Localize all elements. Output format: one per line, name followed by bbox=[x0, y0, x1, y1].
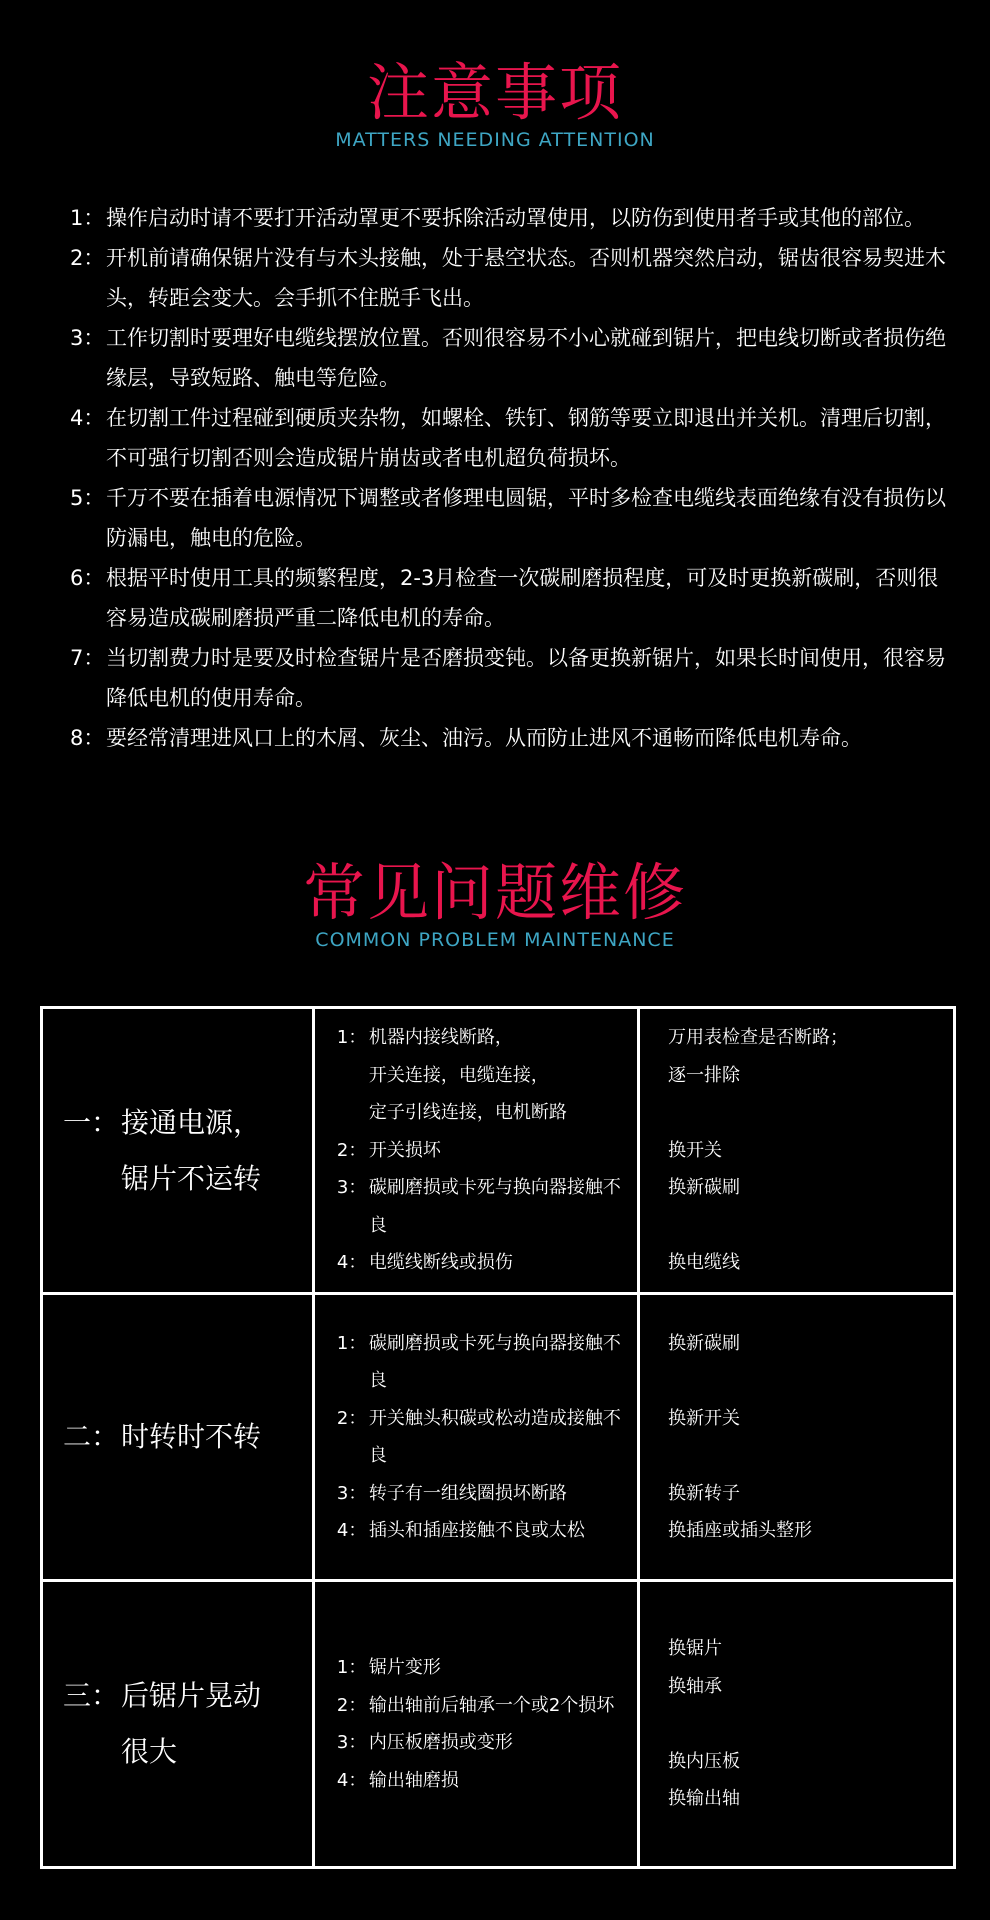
attention-item-text: 当切割费力时是要及时检查锯片是否磨损变钝。以备更换新锯片，如果长时间使用，很容易降低电机的使用寿命。 bbox=[106, 646, 946, 710]
problem-fix-cell bbox=[638, 1008, 954, 1294]
cause-item bbox=[337, 1325, 629, 1400]
cause-item-number bbox=[337, 1094, 369, 1132]
cause-item-text: 开关连接，电缆连接， bbox=[368, 1064, 549, 1086]
cause-item bbox=[337, 1475, 629, 1513]
attention-item-number: 7： bbox=[70, 646, 105, 670]
attention-item-number: 3： bbox=[70, 326, 105, 350]
cause-item-text: 内压板磨损或变形 bbox=[368, 1732, 513, 1753]
attention-list bbox=[70, 198, 950, 758]
attention-item-number: 1： bbox=[70, 206, 105, 230]
attention-item bbox=[70, 398, 950, 478]
cause-item bbox=[337, 1132, 629, 1170]
problem-issue-text: 后锯片晃动 bbox=[121, 1679, 262, 1712]
cause-item-text: 插头和插座接触不良或太松 bbox=[368, 1520, 585, 1541]
problem-issue-number: 一： bbox=[63, 1105, 120, 1139]
fix-item: 换电缆线 bbox=[667, 1252, 740, 1274]
attention-item-text: 根据平时使用工具的频繁程度，2-3月检查一次碳刷磨损程度，可及时更换新碳刷，否则很容易造成碳刷磨损严重二降低电机的寿命。 bbox=[106, 566, 939, 630]
problem-issue-number bbox=[63, 1151, 121, 1207]
fix-item bbox=[668, 1362, 945, 1400]
fix-item bbox=[668, 1437, 945, 1475]
maintenance-subtitle: COMMON PROBLEM MAINTENANCE bbox=[315, 929, 675, 951]
cause-item-text: 机器内接线断路， bbox=[368, 1027, 513, 1049]
fix-item: 换插座或插头整形 bbox=[667, 1520, 812, 1541]
attention-item bbox=[70, 198, 950, 238]
fix-item: 换新转子 bbox=[667, 1482, 740, 1504]
fix-item: 万用表检查是否断路； bbox=[667, 1027, 848, 1049]
fix-item: 逐一排除 bbox=[667, 1064, 740, 1086]
cause-item bbox=[337, 1724, 629, 1762]
cause-item-number: 3： bbox=[336, 1177, 367, 1199]
cause-item bbox=[337, 1057, 629, 1095]
attention-title: 注意事项 bbox=[366, 56, 623, 129]
maintenance-title: 常见问题维修 bbox=[302, 856, 687, 929]
fix-item: 换开关 bbox=[667, 1139, 722, 1161]
attention-item-text: 开机前请确保锯片没有与木头接触，处于悬空状态。否则机器突然启动，锯齿很容易契进木头，转距会变大。会手抓不住脱手飞出。 bbox=[106, 246, 946, 310]
cause-item-number: 4： bbox=[336, 1769, 367, 1791]
problem-issue-number bbox=[63, 1724, 121, 1780]
cause-item-number: 2： bbox=[336, 1694, 367, 1716]
cause-item-number bbox=[337, 1057, 369, 1095]
problem-issue-number: 二： bbox=[63, 1420, 120, 1453]
cause-item-text: 开关触头积碳或松动造成接触不良 bbox=[368, 1407, 621, 1466]
fix-item: 换新开关 bbox=[667, 1407, 740, 1429]
cause-item-text: 输出轴磨损 bbox=[368, 1769, 459, 1791]
problem-cause-cell bbox=[313, 1294, 638, 1581]
fix-item: 换输出轴 bbox=[667, 1788, 740, 1810]
cause-item-text: 碳刷磨损或卡死与换向器接触不良 bbox=[368, 1332, 621, 1391]
attention-item-text: 工作切割时要理好电缆线摆放位置。否则很容易不小心就碰到锯片，把电线切断或者损伤绝缘层，导致短路、触电等危险。 bbox=[106, 326, 946, 390]
problem-issue-cell bbox=[42, 1294, 314, 1581]
cause-item-number: 2： bbox=[336, 1139, 367, 1161]
cause-item bbox=[337, 1244, 629, 1282]
problem-issue-cell bbox=[42, 1581, 314, 1868]
attention-item-number: 6： bbox=[70, 566, 105, 590]
attention-item-number: 2： bbox=[70, 246, 105, 270]
problem-issue-number: 三： bbox=[63, 1679, 120, 1712]
attention-item bbox=[70, 318, 950, 398]
attention-header bbox=[0, 58, 990, 152]
problem-issue-cell bbox=[42, 1008, 314, 1294]
cause-item-text: 输出轴前后轴承一个或2个损坏 bbox=[368, 1694, 615, 1716]
problem-fix-cell bbox=[638, 1294, 954, 1581]
attention-item bbox=[70, 718, 950, 758]
attention-item-text: 在切割工件过程碰到硬质夹杂物，如螺栓、铁钉、钢筋等要立即退出并关机。清理后切割，不可强行切割否则会造成锯片崩齿或者电机超负荷损坏。 bbox=[106, 406, 946, 470]
attention-item bbox=[70, 238, 950, 318]
cause-item bbox=[337, 1649, 629, 1687]
problem-cause-cell bbox=[313, 1581, 638, 1868]
cause-item-number: 2： bbox=[336, 1407, 367, 1429]
cause-item-number: 3： bbox=[336, 1732, 367, 1753]
attention-item bbox=[70, 558, 950, 638]
problem-issue-text: 时转时不转 bbox=[121, 1420, 262, 1453]
cause-item-text: 转子有一组线圈损坏断路 bbox=[368, 1482, 567, 1504]
attention-item bbox=[70, 478, 950, 558]
cause-item bbox=[337, 1019, 629, 1057]
attention-item bbox=[70, 638, 950, 718]
fix-item: 换新碳刷 bbox=[667, 1332, 740, 1354]
problem-issue-text: 接通电源， bbox=[121, 1105, 262, 1139]
cause-item-number: 1： bbox=[336, 1027, 367, 1049]
cause-item-number: 3： bbox=[336, 1482, 367, 1504]
cause-item-text: 定子引线连接，电机断路 bbox=[368, 1102, 567, 1124]
fix-item bbox=[668, 1094, 945, 1132]
maintenance-table bbox=[40, 1006, 956, 1869]
attention-item-number: 4： bbox=[70, 406, 105, 430]
fix-item: 换新碳刷 bbox=[667, 1177, 740, 1199]
problem-row bbox=[42, 1008, 955, 1294]
cause-item bbox=[337, 1762, 629, 1800]
problem-fix-cell bbox=[638, 1581, 954, 1868]
fix-item: 换轴承 bbox=[667, 1675, 722, 1697]
cause-item bbox=[337, 1687, 629, 1725]
cause-item bbox=[337, 1094, 629, 1132]
attention-item-number: 5： bbox=[70, 486, 105, 510]
cause-item-number: 1： bbox=[336, 1657, 367, 1678]
cause-item-text: 碳刷磨损或卡死与换向器接触不良 bbox=[368, 1177, 621, 1236]
attention-item-text: 千万不要在插着电源情况下调整或者修理电圆锯，平时多检查电缆线表面绝缘有没有损伤以防漏电，触电的危险。 bbox=[106, 486, 946, 550]
fix-item bbox=[668, 1705, 945, 1743]
problem-issue-text: 很大 bbox=[121, 1735, 178, 1768]
cause-item-text: 电缆线断线或损伤 bbox=[368, 1252, 513, 1274]
maintenance-header bbox=[0, 858, 990, 952]
fix-item: 换内压板 bbox=[667, 1750, 740, 1772]
cause-item bbox=[337, 1169, 629, 1244]
cause-item-number: 4： bbox=[336, 1252, 367, 1274]
cause-item bbox=[337, 1400, 629, 1475]
attention-item-text: 操作启动时请不要打开活动罩更不要拆除活动罩使用，以防伤到使用者手或其他的部位。 bbox=[106, 206, 925, 230]
problem-row bbox=[42, 1581, 955, 1868]
problem-cause-cell bbox=[313, 1008, 638, 1294]
cause-item-number: 4： bbox=[336, 1520, 367, 1541]
attention-item-text: 要经常清理进风口上的木屑、灰尘、油污。从而防止进风不通畅而降低电机寿命。 bbox=[106, 726, 862, 750]
fix-item bbox=[668, 1207, 945, 1245]
cause-item-number: 1： bbox=[336, 1332, 367, 1354]
fix-item: 换锯片 bbox=[667, 1638, 722, 1660]
problem-issue-text: 锯片不运转 bbox=[121, 1161, 262, 1195]
cause-item-text: 开关损坏 bbox=[368, 1139, 441, 1161]
attention-item-number: 8： bbox=[70, 726, 105, 750]
problem-row bbox=[42, 1294, 955, 1581]
attention-subtitle: MATTERS NEEDING ATTENTION bbox=[335, 129, 655, 151]
cause-item bbox=[337, 1512, 629, 1550]
cause-item-text: 锯片变形 bbox=[368, 1657, 441, 1678]
